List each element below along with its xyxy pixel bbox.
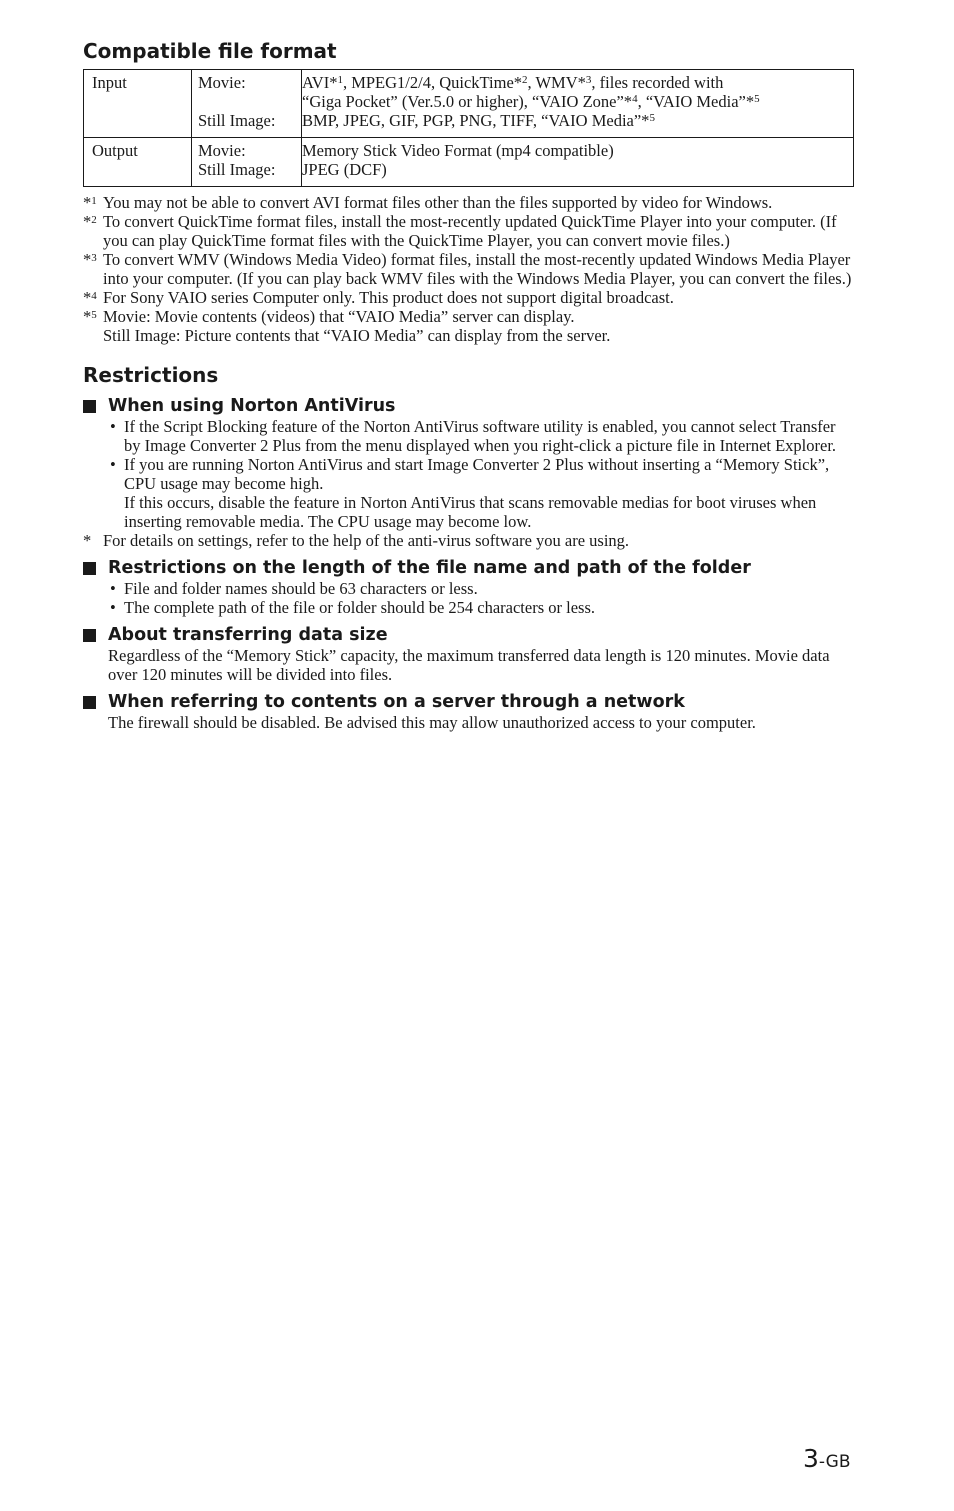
list-item: • If you are running Norton AntiVirus and start Image Converter 2 Plus without inserting a “Memory Stick”, CPU usage may become high. If this occurs, disable the feature in Norton AntiVirus that scans removable medias for boot viruses when inserting removable media. The CPU usage may become low. bbox=[110, 455, 830, 531]
footnote-5: *$^5$ Movie: Movie contents (videos) that “VAIO Media” server can display. Still Image: Picture contents that “VAIO Media” can display from the server. bbox=[83, 307, 611, 345]
square-bullet-icon bbox=[83, 562, 96, 575]
input-still-label: Still Image: bbox=[198, 111, 276, 130]
restrictions-heading: Restrictions bbox=[83, 363, 219, 387]
norton-heading: When using Norton AntiVirus bbox=[83, 396, 855, 417]
format-table bbox=[83, 69, 854, 187]
list-item: • File and folder names should be 63 characters or less. bbox=[110, 579, 478, 598]
square-bullet-icon bbox=[83, 696, 96, 709]
output-still-label: Still Image: bbox=[198, 160, 276, 179]
footnote-4: *$^4$ For Sony VAIO series Computer only. This product does not support digital broadcast. bbox=[83, 288, 674, 307]
page-number: 3-GB bbox=[803, 1444, 851, 1473]
footnote-3: *$^3$ To convert WMV (Windows Media Video) format files, install the most-recently updated Windows Media Player into your computer. (If you can play back WMV files with the Windows Media Player, you can convert the files.) bbox=[83, 250, 852, 288]
output-movie-label: Movie: bbox=[198, 141, 246, 160]
length-list bbox=[83, 579, 855, 617]
square-bullet-icon bbox=[83, 629, 96, 642]
norton-note: * For details on settings, refer to the help of the anti-virus software you are using. bbox=[83, 531, 630, 550]
footnote-1: *$^1$ You may not be able to convert AVI format files other than the files supported by video for Windows. bbox=[83, 193, 773, 212]
size-text: Regardless of the “Memory Stick” capacity, the maximum transferred data length is 120 minutes. Movie data over 120 minutes will be divided into files. bbox=[108, 646, 830, 684]
output-movie-value: Memory Stick Video Format (mp4 compatible) bbox=[302, 141, 614, 160]
size-heading: About transferring data size bbox=[83, 625, 855, 646]
footnote-2: *$^2$ To convert QuickTime format files, install the most-recently updated QuickTime Player into your computer. (If you can play QuickTime format files with the QuickTime Player, you can convert movie files.) bbox=[83, 212, 837, 250]
output-label: Output bbox=[84, 138, 192, 187]
table-row-input bbox=[84, 70, 854, 138]
output-still-value: JPEG (DCF) bbox=[302, 160, 387, 179]
input-label: Input bbox=[84, 70, 192, 138]
output-value-cell bbox=[302, 138, 854, 187]
footnotes bbox=[83, 193, 855, 345]
norton-list bbox=[83, 417, 855, 531]
input-type-cell bbox=[192, 70, 302, 138]
network-heading: When referring to contents on a server through a network bbox=[83, 692, 855, 713]
output-type-cell bbox=[192, 138, 302, 187]
page-content bbox=[83, 38, 855, 732]
input-still-value: BMP, JPEG, GIF, PGP, PNG, TIFF, “VAIO Media”*$^5$ bbox=[302, 111, 655, 130]
table-row-output bbox=[84, 138, 854, 187]
input-movie-value-2: “Giga Pocket” (Ver.5.0 or higher), “VAIO Zone”*$^4$, “VAIO Media”*$^5$ bbox=[302, 92, 760, 111]
input-movie-label: Movie: bbox=[198, 73, 246, 92]
network-text: The firewall should be disabled. Be advised this may allow unauthorized access to your computer. bbox=[108, 713, 756, 732]
list-item: • If the Script Blocking feature of the Norton AntiVirus software utility is enabled, you cannot select Transfer by Image Converter 2 Plus from the menu displayed when you right-click a picture file in Internet Explorer. bbox=[110, 417, 837, 455]
list-item: • The complete path of the file or folder should be 254 characters or less. bbox=[110, 598, 595, 617]
square-bullet-icon bbox=[83, 400, 96, 413]
input-value-cell bbox=[302, 70, 854, 138]
length-heading: Restrictions on the length of the file name and path of the folder bbox=[83, 558, 855, 579]
input-movie-value-1: AVI*$^1$, MPEG1/2/4, QuickTime*$^2$, WMV*$^3$, files recorded with bbox=[302, 73, 724, 92]
compatible-format-heading: Compatible file format bbox=[83, 39, 337, 63]
